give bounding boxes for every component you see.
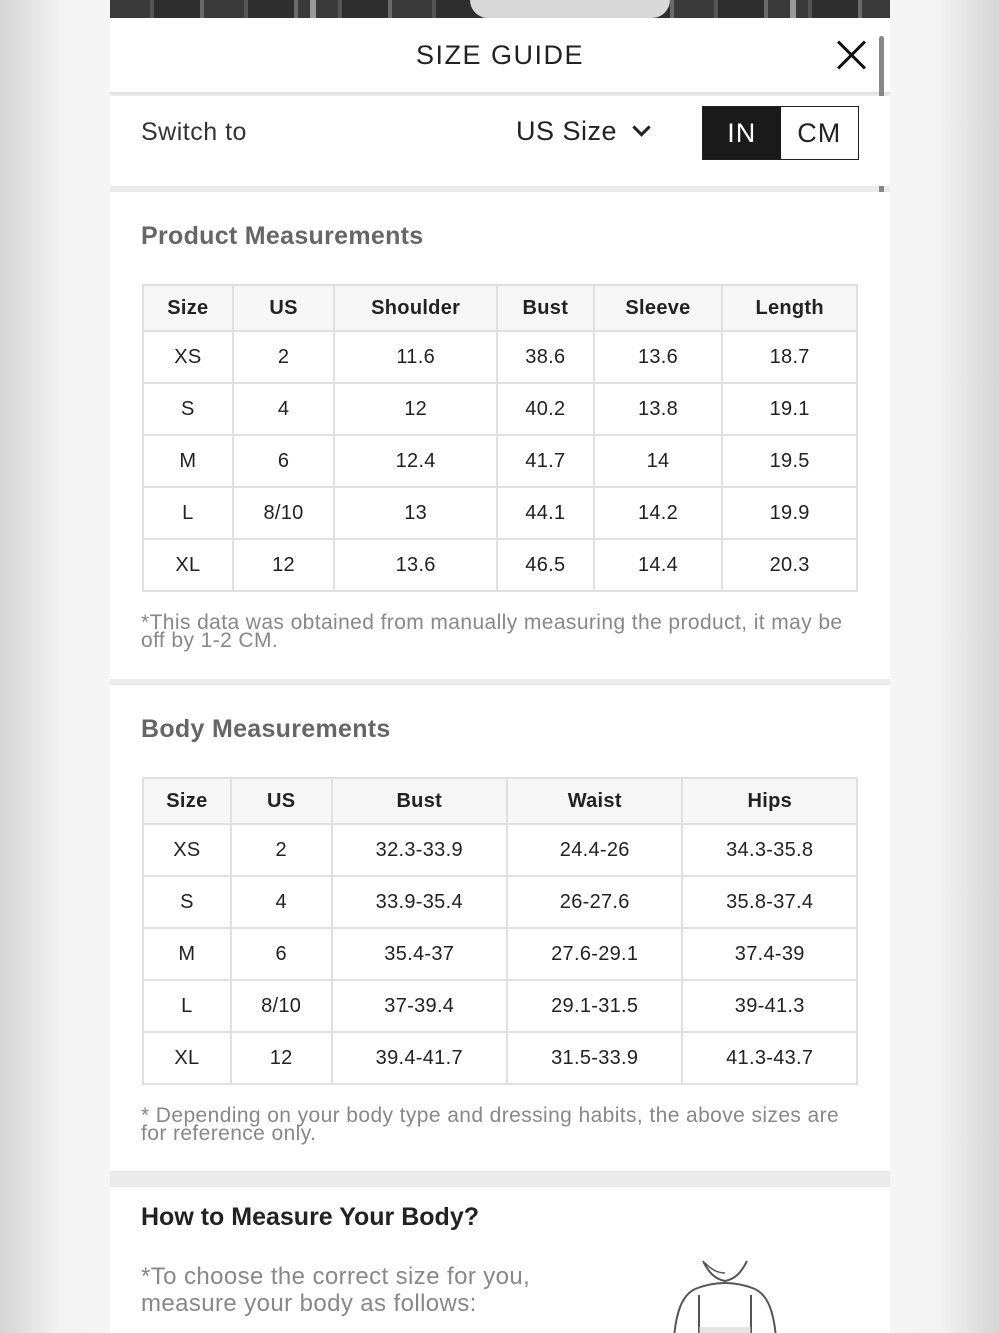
table-cell: 33.9-35.4 [332,876,507,928]
table-cell: 39-41.3 [682,980,857,1032]
size-system-value: US Size [516,116,618,146]
size-guide-modal [110,18,890,1333]
column-header: US [231,778,332,824]
table-row [143,487,857,539]
modal-title: SIZE GUIDE [415,40,585,70]
column-header: Length [722,285,857,331]
switch-label: Switch to [141,118,247,146]
table-cell: 24.4-26 [507,824,682,876]
table-cell: 31.5-33.9 [507,1032,682,1084]
table-cell: 39.4-41.7 [332,1032,507,1084]
table-row [143,435,857,487]
table-cell: L [143,487,233,539]
table-cell: 14 [594,435,723,487]
table-cell: 6 [231,928,332,980]
table-cell: M [143,928,231,980]
section-title: Product Measurements [141,222,424,250]
table-cell: 14.2 [594,487,723,539]
table-header-row [143,285,857,331]
switch-row [110,96,890,186]
table-row [143,539,857,591]
table-cell: 19.5 [722,435,857,487]
table-cell: 14.4 [594,539,723,591]
column-header: Bust [332,778,507,824]
table-cell: 12.4 [334,435,497,487]
table-row [143,928,857,980]
table-row [143,824,857,876]
table-cell: 40.2 [497,383,594,435]
table-cell: 13 [334,487,497,539]
table-cell: 13.6 [594,331,723,383]
table-cell: 35.4-37 [332,928,507,980]
table-row [143,980,857,1032]
table-cell: 4 [233,383,335,435]
table-row [143,383,857,435]
table-cell: 46.5 [497,539,594,591]
table-cell: XL [143,1032,231,1084]
howto-text: *To choose the correct size for you, measure your body as follows: [141,1263,531,1317]
table-cell: 27.6-29.1 [507,928,682,980]
table-cell: 8/10 [231,980,332,1032]
body-outline-icon [665,1259,785,1333]
product-measurements-table [142,284,858,592]
table-cell: 4 [231,876,332,928]
table-cell: 44.1 [497,487,594,539]
table-cell: 41.7 [497,435,594,487]
body-measurements-section [110,685,890,1171]
table-cell: 18.7 [722,331,857,383]
table-cell: 38.6 [497,331,594,383]
table-row [143,331,857,383]
table-cell: L [143,980,231,1032]
table-cell: 2 [231,824,332,876]
unit-in-button[interactable]: IN [703,107,781,159]
table-cell: 37-39.4 [332,980,507,1032]
table-cell: S [143,876,231,928]
table-cell: M [143,435,233,487]
table-cell: 26-27.6 [507,876,682,928]
table-cell: 6 [233,435,335,487]
table-cell: XL [143,539,233,591]
column-header: Sleeve [594,285,723,331]
body-note: * Depending on your body type and dressing habits, the above sizes are for reference only. [141,1104,840,1145]
table-cell: 34.3-35.8 [682,824,857,876]
how-to-measure-section [110,1187,890,1333]
table-row [143,1032,857,1084]
table-cell: 19.9 [722,487,857,539]
chevron-down-icon [632,118,650,136]
table-cell: 8/10 [233,487,335,539]
table-cell: 20.3 [722,539,857,591]
column-header: Shoulder [334,285,497,331]
body-measurements-table [142,777,858,1085]
table-cell: 41.3-43.7 [682,1032,857,1084]
section-title: Body Measurements [141,715,391,743]
close-icon[interactable] [835,38,869,72]
table-cell: 35.8-37.4 [682,876,857,928]
product-measurements-section [110,192,890,679]
table-cell: 29.1-31.5 [507,980,682,1032]
column-header: Bust [497,285,594,331]
table-cell: 12 [231,1032,332,1084]
product-note: *This data was obtained from manually measuring the product, it may be off by 1-2 CM. [141,611,843,652]
table-cell: 13.6 [334,539,497,591]
table-cell: 19.1 [722,383,857,435]
column-header: Size [143,778,231,824]
modal-header [110,18,890,94]
unit-toggle [702,106,859,160]
table-cell: 13.8 [594,383,723,435]
table-header-row [143,778,857,824]
column-header: US [233,285,335,331]
howto-title: How to Measure Your Body? [141,1203,480,1231]
table-cell: XS [143,824,231,876]
table-cell: 37.4-39 [682,928,857,980]
table-cell: 12 [233,539,335,591]
column-header: Size [143,285,233,331]
background-photo [110,0,890,18]
table-cell: 12 [334,383,497,435]
table-cell: XS [143,331,233,383]
table-cell: 32.3-33.9 [332,824,507,876]
table-cell: S [143,383,233,435]
size-system-dropdown[interactable] [516,116,648,147]
column-header: Hips [682,778,857,824]
table-cell: 11.6 [334,331,497,383]
unit-cm-button[interactable]: CM [781,107,859,159]
table-cell: 2 [233,331,335,383]
column-header: Waist [507,778,682,824]
table-row [143,876,857,928]
